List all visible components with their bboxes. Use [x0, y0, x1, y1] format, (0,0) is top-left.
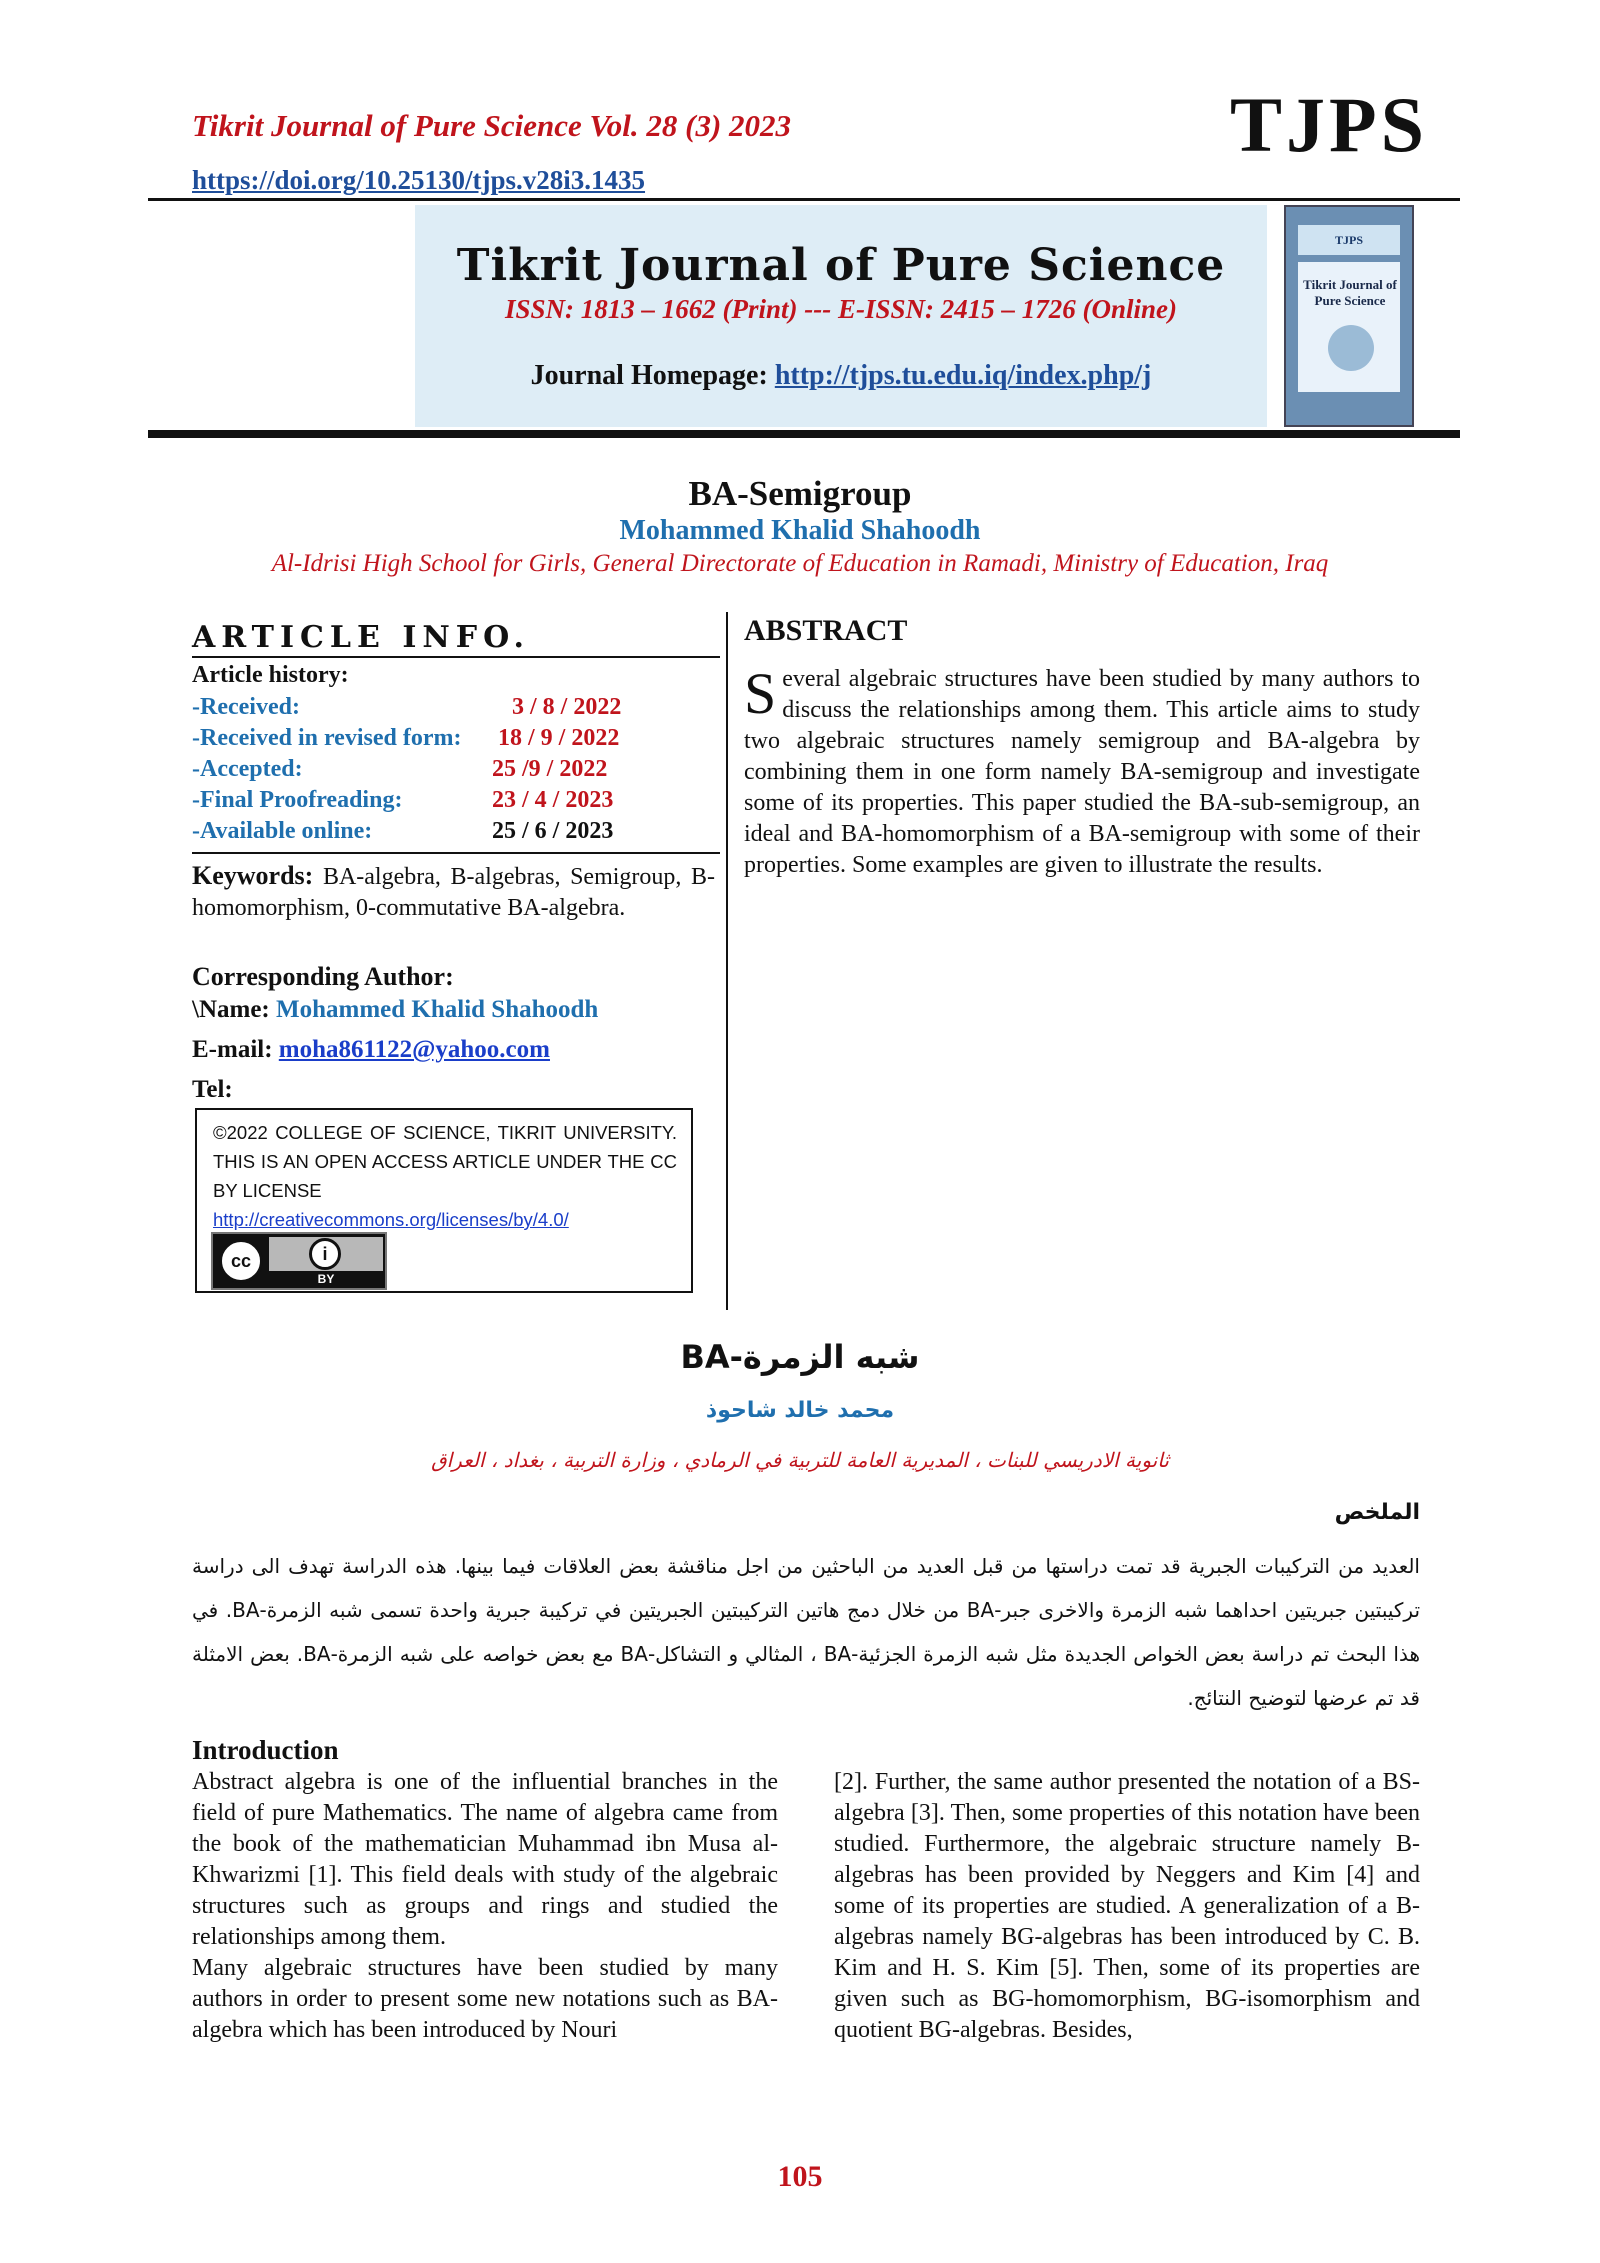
- history-revised: [192, 725, 632, 752]
- arabic-abstract-body: العديد من التركيبات الجبرية قد تمت دراستها من قبل العديد من الباحثين من اجل مناقشة بعض العلاقات فيما بينها. هذه الدراسة تهدف الى دراسة تركيبتين جبريتين احداهما شبه الزمرة والاخرى جبر-BA من خلال دمج هاتين التركيبتين الجبريتين في تركيبة جبرية واحدة تسمى شبه الزمرة-BA. في هذا البحث تم دراسة بعض الخواص الجديدة مثل شبه الزمرة الجزئية-BA ، المثالي و التشاكل-BA مع بعض خواصه على شبه الزمرة-BA. بعض الامثلة قد تم عرضها لتوضيح النتائج.: [192, 1554, 1421, 1710]
- history-row-label: -Received:: [192, 694, 300, 720]
- arabic-abstract-heading: الملخص: [1334, 1500, 1420, 1525]
- homepage-link[interactable]: http://tjps.tu.edu.iq/index.php/j: [774, 360, 1152, 391]
- article-info-rule: [192, 656, 720, 658]
- abstract-text: everal algebraic structures have been studied by many authors to discuss the relationships among them. This article aims to study two algebraic structures namely semigroup and BA-algebra by combining them in one form namely BA-semigroup and investigate some of its properties. This paper studied the BA-sub-semigroup, an ideal and BA-homomorphism of a BA-semigroup with some of their properties. Some examples are given to illustrate the results.: [744, 666, 1420, 878]
- history-row-value: 23 / 4 / 2023: [492, 787, 614, 813]
- article-author: Mohammed Khalid Shahoodh: [619, 515, 981, 546]
- cc-icon: cc: [219, 1239, 263, 1283]
- intro-paragraph: Abstract algebra is one of the influential branches in the field of pure Mathematics. The name of algebra came from the book of the mathematician Muhammad ibn Musa al-Khwarizmi [1]. This field deals with study of the algebraic structures such as groups and rings and studied the relationships among them.: [192, 1769, 778, 1950]
- abstract-heading: ABSTRACT: [744, 614, 908, 647]
- history-row-value: 18 / 9 / 2022: [498, 725, 620, 751]
- license-text-block: [213, 1118, 677, 1234]
- corresponding-email: [192, 1036, 550, 1064]
- license-box: [195, 1108, 693, 1293]
- doi-link[interactable]: https://doi.org/10.25130/tjps.v28i3.1435: [192, 165, 646, 195]
- history-row-label: -Final Proofreading:: [192, 787, 403, 813]
- cc-by-label: BY: [317, 1272, 335, 1286]
- history-label: Article history:: [192, 662, 349, 688]
- article-title: BA-Semigroup: [688, 474, 912, 513]
- history-row-value: 25 / 6 / 2023: [492, 818, 614, 844]
- history-row-value: 3 / 8 / 2022: [512, 694, 622, 720]
- name-label: \Name:: [192, 996, 276, 1023]
- cc-by-badge[interactable]: [211, 1232, 387, 1290]
- history-accepted: [192, 756, 632, 783]
- cover-emblem: [1328, 325, 1374, 371]
- banner-title: Tikrit Journal of Pure Science: [456, 240, 1226, 291]
- abstract-body: [744, 661, 1420, 881]
- introduction-left-column: [192, 1767, 778, 2046]
- corresponding-name: [192, 996, 598, 1024]
- intro-paragraph: Many algebraic structures have been studied by many authors in order to present some new notations such as BA-algebra which has been introduced by Nouri: [192, 1955, 778, 2043]
- history-row-value: 25 /9 / 2022: [492, 756, 608, 782]
- email-label: E-mail:: [192, 1036, 279, 1063]
- abstract-dropcap: S: [744, 661, 777, 726]
- history-final-proofreading: [192, 787, 632, 814]
- page-number: 105: [777, 2160, 823, 2193]
- arabic-affiliation: ثانوية الادريسي للبنات ، المديرية العامة للتربية في الرمادي ، وزارة التربية ، بغداد ، العراق: [431, 1448, 1169, 1472]
- license-link[interactable]: http://creativecommons.org/licenses/by/4.0/: [213, 1209, 569, 1230]
- corresponding-author-name: Mohammed Khalid Shahoodh: [276, 996, 599, 1023]
- license-text: ©2022 COLLEGE OF SCIENCE, TIKRIT UNIVERSITY. THIS IS AN OPEN ACCESS ARTICLE UNDER THE CC BY LICENSE: [213, 1122, 677, 1201]
- article-affiliation: Al-Idrisi High School for Girls, General Directorate of Education in Ramadi, Ministry of Education, Iraq: [271, 550, 1329, 577]
- homepage-label: Journal Homepage:: [530, 360, 775, 391]
- journal-citation: Tikrit Journal of Pure Science Vol. 28 (3) 2023: [192, 108, 792, 143]
- keywords: [192, 860, 715, 924]
- cover-title: Tikrit Journal of Pure Science: [1303, 277, 1397, 308]
- history-rule: [192, 852, 720, 854]
- history-received: [192, 694, 632, 721]
- header-rule: [148, 198, 1460, 201]
- corresponding-author-label: Corresponding Author:: [192, 962, 454, 991]
- intro-paragraph: [2]. Further, the same author presented the notation of a BS-algebra [3]. Then, some properties of this notation have been studied. Furthermore, the algebraic structure namely B-algebras has been provided by Neggers and Kim [4] and some of its properties are studied. A generalization of a B-algebras namely BG-algebras has been introduced by C. B. Kim and H. S. Kim [5]. Then, some of its properties are given such as BG-homomorphism, BG-isomorphism and quotient BG-algebras. Besides,: [834, 1769, 1420, 2043]
- article-info-heading: ARTICLE INFO.: [192, 620, 530, 655]
- banner-rule: [148, 430, 1460, 438]
- email-link[interactable]: moha861122@yahoo.com: [278, 1036, 550, 1063]
- cover-label: TJPS: [1298, 225, 1400, 255]
- arabic-author: محمد خالد شاحوذ: [705, 1398, 895, 1423]
- journal-logo: TJPS: [1229, 81, 1428, 168]
- introduction-heading: Introduction: [192, 1735, 339, 1765]
- banner-issn: ISSN: 1813 – 1662 (Print) --- E-ISSN: 2415 – 1726 (Online): [504, 294, 1178, 324]
- journal-cover-image: [1284, 205, 1414, 427]
- attribution-icon: i: [309, 1238, 341, 1270]
- arabic-title: شبه الزمرة-BA: [680, 1338, 920, 1376]
- banner-homepage: [415, 360, 1267, 392]
- keywords-text: BA-algebra, B-algebras, Semigroup, B-homomorphism, 0-commutative BA-algebra.: [192, 864, 715, 921]
- introduction-right-column: [834, 1767, 1420, 2046]
- history-available-online: [192, 818, 632, 845]
- history-row-label: -Available online:: [192, 818, 373, 844]
- tel-label: Tel:: [192, 1076, 233, 1103]
- history-row-label: -Accepted:: [192, 756, 303, 782]
- history-row-label: -Received in revised form:: [192, 725, 462, 751]
- column-divider: [726, 612, 728, 1310]
- keywords-label: Keywords:: [192, 861, 314, 890]
